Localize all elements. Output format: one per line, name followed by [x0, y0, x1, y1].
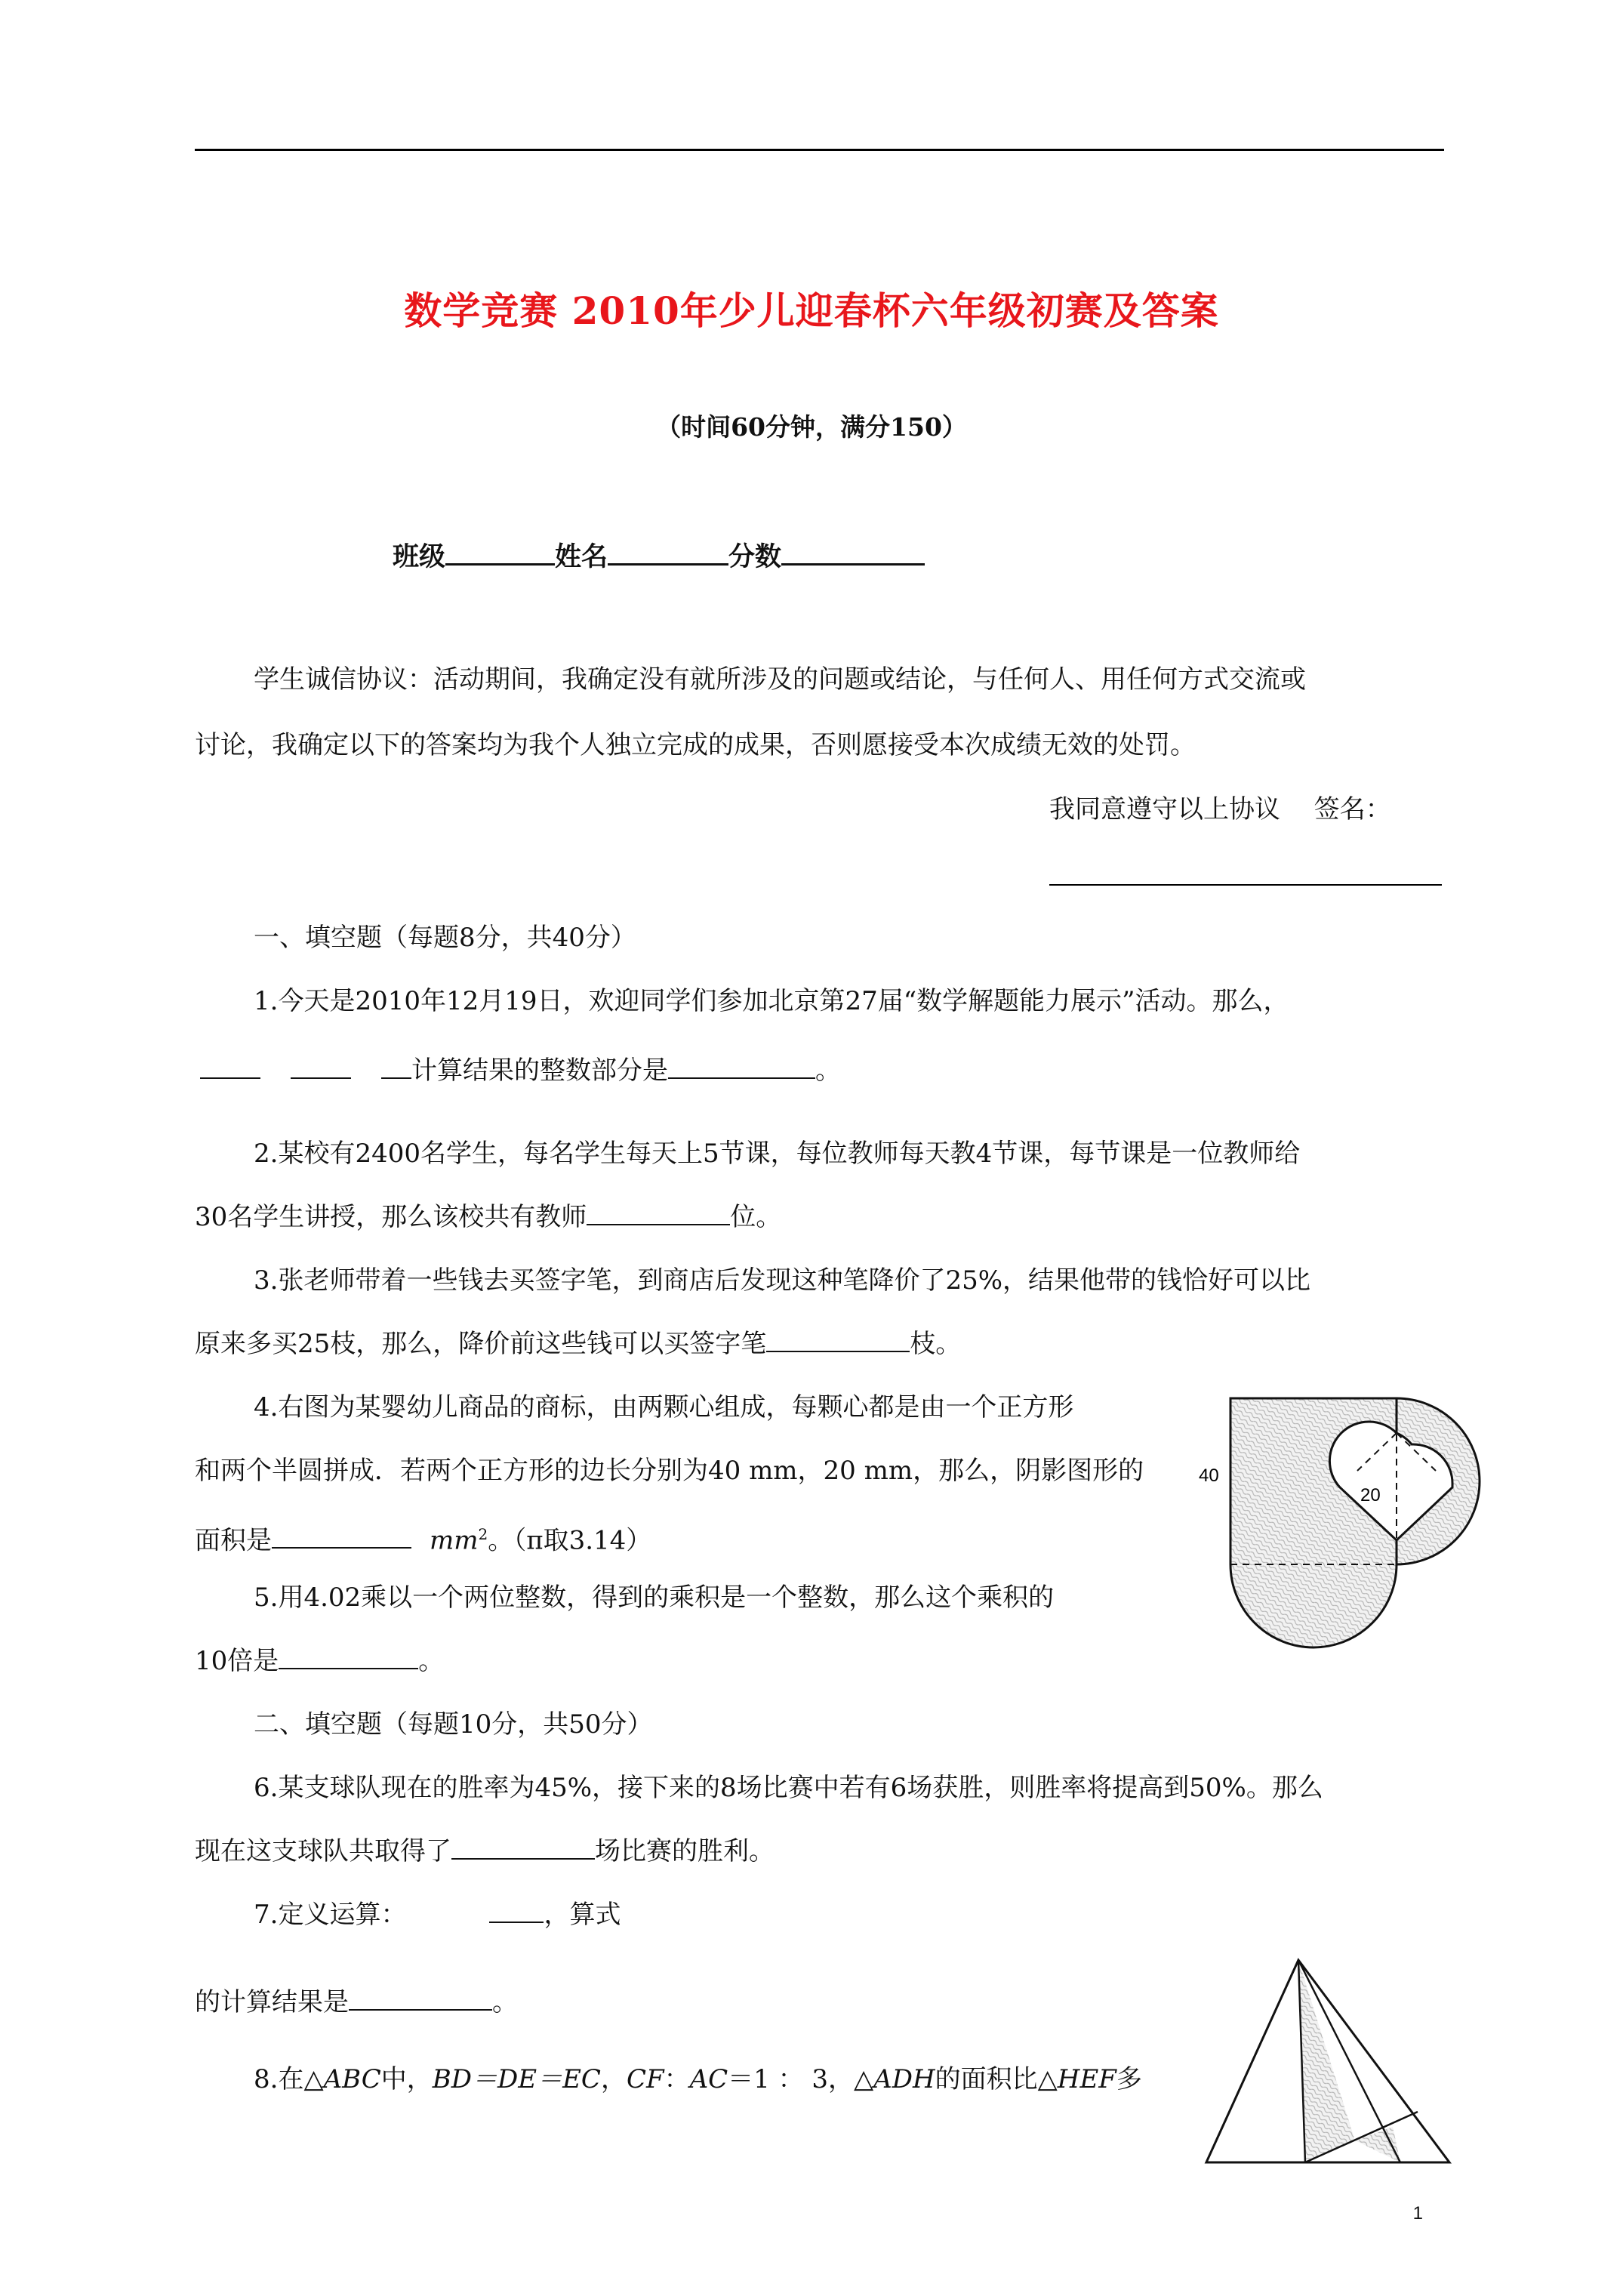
agreement-line-1: 学生诚信协议：活动期间，我确定没有就所涉及的问题或结论，与任何人、用任何方式交流或: [254, 664, 1306, 695]
shaded-triangle-hef: [1355, 2127, 1400, 2162]
q8-equal-segments: BD＝DE＝EC: [432, 2064, 601, 2094]
q2-answer-blank[interactable]: [587, 1223, 730, 1225]
q1-fraction-bar-3: [381, 1077, 411, 1079]
q5-line-2: [195, 1637, 444, 1685]
q1-period: 。: [815, 1056, 841, 1086]
q5-line-1: 5.用4.02乘以一个两位整数，得到的乘积是一个整数，那么这个乘积的: [254, 1583, 1055, 1613]
q5-answer-blank[interactable]: [279, 1667, 418, 1669]
signature-line[interactable]: [1049, 884, 1442, 886]
q8-text-1: 8.在△: [254, 2064, 324, 2094]
name-label: 姓名: [555, 541, 608, 572]
student-info-line: [393, 536, 925, 574]
q3-text-end: 枝。: [910, 1329, 962, 1359]
q6-line-1: 6.某支球队现在的胜率为45%，接下来的8场比赛中若有6场获胜，则胜率将提高到50%。那么: [254, 1773, 1323, 1803]
agreement-line-2: 讨论，我确定以下的答案均为我个人独立完成的成果，否则愿接受本次成绩无效的处罚。: [195, 730, 1196, 760]
q7-text-2: 的计算结果是: [195, 1987, 349, 2017]
q8-colon: ：: [664, 2064, 690, 2094]
q7-fraction-bar: [489, 1921, 544, 1923]
agreement-sign: 我同意遵守以上协议 签名：: [1049, 794, 1391, 824]
q1-fraction-bar-2: [291, 1077, 351, 1079]
heart-logo-figure: [1193, 1382, 1495, 1653]
score-blank[interactable]: [781, 562, 925, 566]
q7-answer-blank[interactable]: [349, 2008, 492, 2011]
q7-line-1: [254, 1891, 621, 1939]
section1-heading: 一、填空题（每题8分，共40分）: [254, 923, 636, 953]
q2-line-2: [195, 1193, 781, 1241]
q8-abc: ABC: [323, 2064, 381, 2094]
q2-text-end: 位。: [730, 1202, 782, 1232]
q6-text-end: 场比赛的胜利。: [595, 1836, 775, 1866]
q4-unit-sup: 2: [478, 1525, 488, 1543]
q1-fraction-bar-1: [200, 1077, 260, 1079]
q8-ratio: ＝1 ： 3，△: [728, 2064, 874, 2094]
q5-text-end: 。: [418, 1646, 445, 1676]
q6-text: 现在这支球队共取得了: [195, 1836, 451, 1866]
q8-text-3: 的面积比△: [935, 2064, 1058, 2094]
q1-line-1: 1.今天是2010年12月19日，欢迎同学们参加北京第27届“数学解题能力展示”活动。那么，: [254, 986, 1289, 1016]
q8-hef: HEF: [1057, 2064, 1116, 2094]
q8-line-1: [254, 2055, 1142, 2103]
q1-text: 计算结果的整数部分是: [411, 1056, 668, 1086]
q6-answer-blank[interactable]: [451, 1857, 595, 1860]
q8-adh: ADH: [873, 2064, 935, 2094]
q6-line-2: [195, 1827, 775, 1875]
section2-heading: 二、填空题（每题10分，共50分）: [254, 1709, 653, 1740]
label-20: 20: [1360, 1485, 1381, 1505]
q3-text: 原来多买25枝，那么，降价前这些钱可以买签字笔: [195, 1329, 767, 1359]
q7-line-2: [195, 1978, 518, 2026]
q3-line-1: 3.张老师带着一些钱去买签字笔，到商店后发现这种笔降价了25%，结果他带的钱恰好可以比: [254, 1265, 1311, 1296]
q8-cf: CF: [626, 2064, 664, 2094]
q8-text-4: 多: [1116, 2064, 1142, 2094]
q4-line-2: 和两个半圆拼成．若两个正方形的边长分别为40 mm，20 mm，那么，阴影图形的: [195, 1456, 1144, 1486]
q2-line-1: 2.某校有2400名学生，每名学生每天上5节课，每位教师每天教4节课，每节课是一位教师给: [254, 1139, 1301, 1169]
score-label: 分数: [728, 541, 782, 572]
q7-text-2-end: 。: [492, 1987, 518, 2017]
header-rule: [195, 149, 1444, 151]
q8-ac: AC: [689, 2064, 728, 2094]
q1-line-2: [200, 1046, 841, 1095]
class-label: 班级: [393, 541, 446, 572]
q4-text-end: 。（π取3.14）: [488, 1525, 652, 1556]
q7-text: 7.定义运算：: [254, 1900, 407, 1930]
q4-answer-blank[interactable]: [272, 1546, 411, 1549]
q3-answer-blank[interactable]: [766, 1350, 910, 1352]
document-subtitle: （时间60分钟，满分150）: [656, 412, 967, 442]
q7-text-end: ，算式: [544, 1900, 621, 1930]
q2-text: 30名学生讲授，那么该校共有教师: [195, 1202, 587, 1232]
label-40: 40: [1199, 1465, 1219, 1486]
q5-text: 10倍是: [195, 1646, 279, 1676]
q8-text-2: 中，: [380, 2064, 433, 2094]
name-blank[interactable]: [608, 562, 728, 566]
q3-line-2: [195, 1320, 961, 1368]
class-blank[interactable]: [445, 562, 555, 566]
shaded-triangle-adh: [1298, 1960, 1355, 2162]
q4-line-3: [195, 1510, 651, 1564]
q4-unit: mm: [430, 1525, 479, 1556]
q4-line-1: 4.右图为某婴幼儿商品的商标，由两颗心组成，每颗心都是由一个正方形: [254, 1392, 1074, 1422]
q1-answer-blank[interactable]: [668, 1077, 815, 1079]
document-title: 数学竞赛 2010年少儿迎春杯六年级初赛及答案: [404, 288, 1219, 333]
q4-text: 面积是: [195, 1525, 272, 1556]
page-number: 1: [1412, 2203, 1423, 2224]
triangle-figure: [1200, 1948, 1457, 2167]
q8-sep: ，: [600, 2064, 627, 2094]
